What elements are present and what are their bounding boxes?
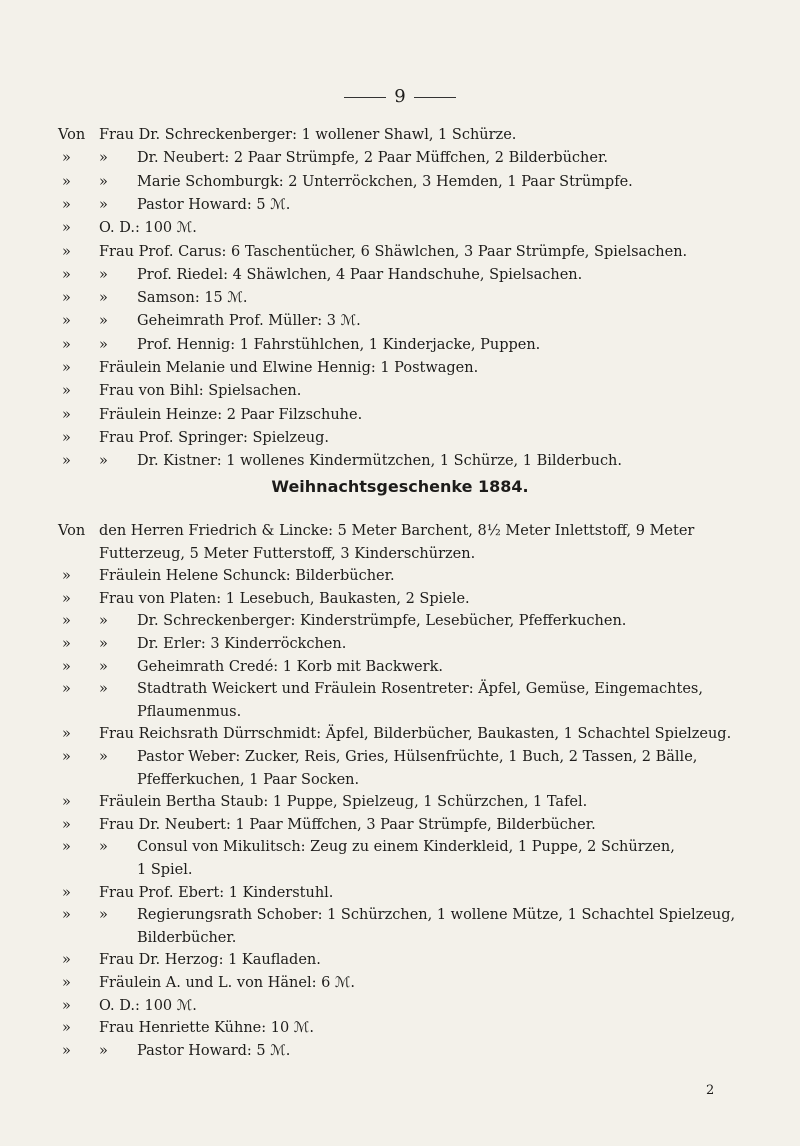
entry-ditto: » [99, 150, 108, 167]
entry-lead: » [62, 997, 71, 1014]
entry-text: Frau Dr. Herzog: 1 Kaufladen. [99, 952, 321, 969]
entry-text: Marie Schomburgk: 2 Unterröckchen, 3 Hemden, 1 Paar Strümpfe. [137, 173, 633, 190]
entry-text: Regierungsrath Schober: 1 Schürzchen, 1 wollene Mütze, 1 Schachtel Spielzeug, [137, 907, 736, 924]
entry-lead: » [62, 816, 71, 833]
entry-lead: » [62, 313, 71, 330]
entry-ditto: » [99, 196, 108, 213]
entry-lead: » [62, 290, 71, 307]
entry-continuation: Bilderbücher. [137, 929, 237, 946]
entry-text: Frau Dr. Schreckenberger: 1 wollener Shawl, 1 Schürze. [99, 127, 517, 143]
entry-ditto: » [99, 658, 108, 675]
entry-lead: » [62, 636, 71, 652]
entry-ditto: » [99, 636, 108, 652]
entry-text: Fräulein A. und L. von Hänel: 6 ℳ. [99, 975, 356, 991]
entry-lead: » [62, 173, 71, 190]
entry-lead: » [62, 681, 71, 698]
entry-lead: » [62, 658, 71, 675]
entry-lead: » [62, 336, 71, 353]
entry-ditto: » [99, 336, 108, 353]
entry-lead: » [62, 453, 71, 470]
entry-lead: » [62, 406, 71, 423]
entry-text: Samson: 15 ℳ. [137, 290, 248, 307]
entry-text: O. D.: 100 ℳ. [99, 220, 197, 237]
entry-text: Prof. Riedel: 4 Shäwlchen, 4 Paar Handschuhe, Spielsachen. [137, 266, 583, 283]
entry-lead: » [62, 568, 71, 585]
entry-ditto: » [99, 313, 108, 330]
entry-ditto: » [99, 453, 108, 470]
entry-text: Frau Reichsrath Dürrschmidt: Äpfel, Bilderbücher, Baukasten, 1 Schachtel Spielzeug. [99, 726, 732, 743]
entry-text: Frau von Platen: 1 Lesebuch, Baukasten, 2 Spiele. [99, 590, 470, 607]
entry-text: Dr. Schreckenberger: Kinderstrümpfe, Lesebücher, Pfefferkuchen. [137, 613, 627, 630]
entry-lead: » [62, 726, 71, 743]
entry-text: Dr. Neubert: 2 Paar Strümpfe, 2 Paar Müffchen, 2 Bilderbücher. [137, 150, 608, 167]
entry-lead: » [62, 1020, 71, 1037]
entry-text: Prof. Hennig: 1 Fahrstühlchen, 1 Kinderjacke, Puppen. [137, 336, 541, 353]
entry-lead: » [62, 839, 71, 856]
entry-text: den Herren Friedrich & Lincke: 5 Meter Barchent, 8½ Meter Inlettstoff, 9 Meter [99, 523, 695, 539]
entry-lead: » [62, 266, 71, 283]
entry-text: Frau von Bihl: Spielsachen. [99, 383, 302, 400]
entry-text: Stadtrath Weickert und Fräulein Rosentreter: Äpfel, Gemüse, Eingemachtes, [137, 681, 703, 698]
entry-lead: » [62, 907, 71, 924]
entry-lead: » [62, 794, 71, 811]
entry-lead: » [62, 884, 71, 901]
entry-lead: » [62, 590, 71, 607]
entry-text: Frau Prof. Ebert: 1 Kinderstuhl. [99, 884, 334, 901]
entry-lead: » [62, 383, 71, 400]
entry-lead: » [62, 952, 71, 969]
entry-ditto: » [99, 173, 108, 190]
entry-lead: Von [58, 127, 86, 143]
entry-lead: » [62, 150, 71, 167]
entry-text: Fräulein Heinze: 2 Paar Filzschuhe. [99, 406, 363, 423]
entry-text: Consul von Mikulitsch: Zeug zu einem Kinderkleid, 1 Puppe, 2 Schürzen, [137, 839, 675, 856]
entry-text: Geheimrath Credé: 1 Korb mit Backwerk. [137, 658, 443, 675]
section-heading: Weihnachtsgeschenke 1884. [271, 477, 529, 496]
entry-lead: » [62, 613, 71, 630]
entry-text: Fräulein Melanie und Elwine Hennig: 1 Postwagen. [99, 360, 479, 376]
signature-mark: 2 [706, 1083, 715, 1098]
entry-text: Pastor Howard: 5 ℳ. [137, 1042, 291, 1059]
entry-continuation: Pfefferkuchen, 1 Paar Socken. [137, 771, 360, 788]
entry-lead: » [62, 749, 71, 765]
entry-lead: » [62, 975, 71, 991]
entry-lead: » [62, 243, 71, 260]
entry-ditto: » [99, 749, 108, 765]
entry-text: Geheimrath Prof. Müller: 3 ℳ. [137, 313, 361, 330]
entry-text: Frau Prof. Carus: 6 Taschentücher, 6 Shäwlchen, 3 Paar Strümpfe, Spielsachen. [99, 243, 688, 260]
entry-text: Dr. Kistner: 1 wollenes Kindermützchen, 1 Schürze, 1 Bilderbuch. [137, 453, 623, 470]
entry-lead: » [62, 1042, 71, 1059]
entry-ditto: » [99, 613, 108, 630]
entry-text: Dr. Erler: 3 Kinderröckchen. [137, 636, 347, 652]
entry-lead: » [62, 429, 71, 446]
page-number: 9 [0, 86, 800, 107]
entry-continuation: Pflaumenmus. [137, 703, 242, 720]
entry-text: Frau Dr. Neubert: 1 Paar Müffchen, 3 Paar Strümpfe, Bilderbücher. [99, 816, 596, 833]
entry-ditto: » [99, 290, 108, 307]
entry-lead: » [62, 360, 71, 376]
entry-continuation: Futterzeug, 5 Meter Futterstoff, 3 Kinderschürzen. [99, 545, 476, 562]
entry-lead: » [62, 196, 71, 213]
entry-text: Pastor Weber: Zucker, Reis, Gries, Hülsenfrüchte, 1 Buch, 2 Tassen, 2 Bälle, [137, 749, 698, 765]
entry-text: Fräulein Bertha Staub: 1 Puppe, Spielzeug, 1 Schürzchen, 1 Tafel. [99, 794, 588, 811]
entry-text: Frau Henriette Kühne: 10 ℳ. [99, 1020, 314, 1037]
entry-ditto: » [99, 907, 108, 924]
entry-continuation: 1 Spiel. [137, 862, 193, 878]
entry-ditto: » [99, 266, 108, 283]
dash-right [414, 97, 456, 98]
entry-lead: Von [58, 523, 86, 539]
entry-text: Pastor Howard: 5 ℳ. [137, 196, 291, 213]
entry-text: O. D.: 100 ℳ. [99, 997, 197, 1014]
dash-left [344, 97, 386, 98]
entry-text: Fräulein Helene Schunck: Bilderbücher. [99, 568, 395, 585]
entry-ditto: » [99, 839, 108, 856]
entry-ditto: » [99, 1042, 108, 1059]
entry-ditto: » [99, 681, 108, 698]
entry-text: Frau Prof. Springer: Spielzeug. [99, 429, 330, 446]
entry-lead: » [62, 220, 71, 237]
